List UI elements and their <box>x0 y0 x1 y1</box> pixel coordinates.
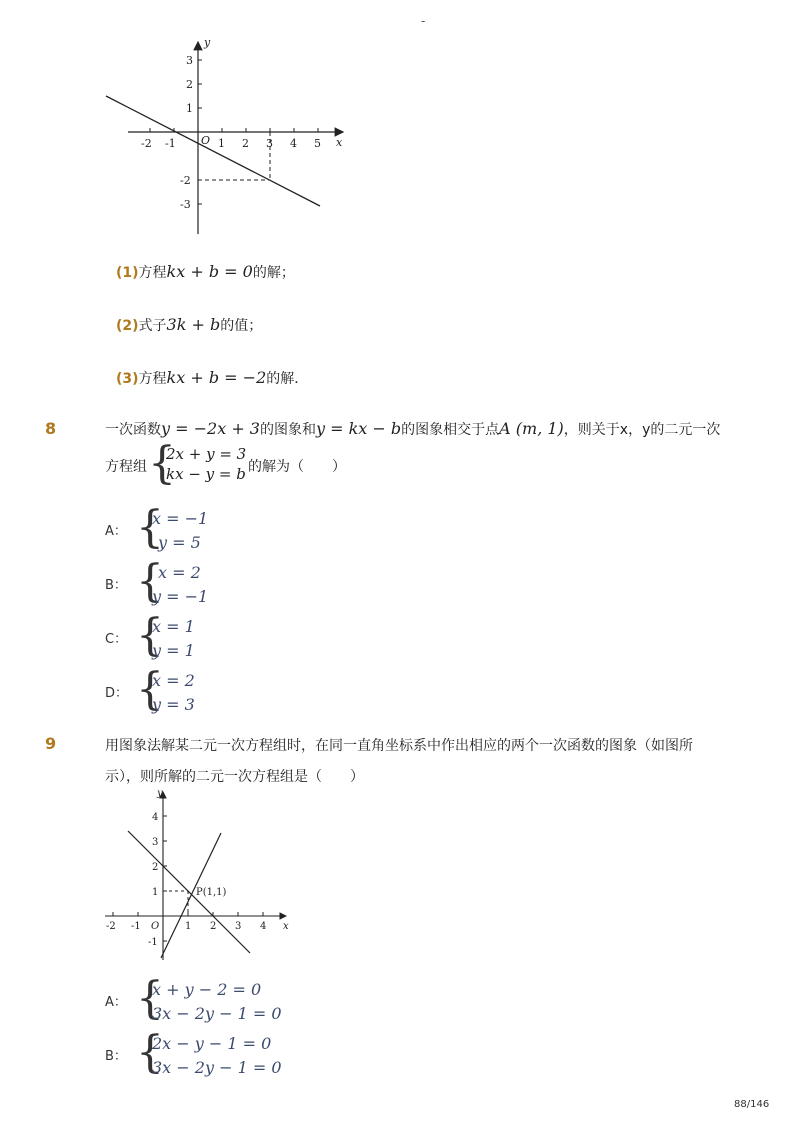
question-number-9: 9 <box>45 734 57 753</box>
x-tick: 4 <box>260 921 267 932</box>
graph-2 <box>100 788 300 968</box>
y-tick: 3 <box>186 54 193 67</box>
y-tick: 1 <box>186 102 193 115</box>
option-d-label[interactable]: D： <box>105 686 129 701</box>
x-tick: 1 <box>185 921 192 932</box>
question-9-line-1: 用图象法解某二元一次方程组时，在同一直角坐标系中作出相应的两个一次函数的图象（如图所 <box>105 738 693 754</box>
x-tick: 4 <box>290 137 297 150</box>
left-brace: { <box>148 438 176 489</box>
sub-question-1: (1)方程kx + b = 0的解； <box>116 262 295 281</box>
x-tick: 2 <box>242 137 249 150</box>
x-tick: 5 <box>314 137 321 150</box>
left-brace: { <box>136 973 164 1024</box>
y-tick: -2 <box>180 174 191 187</box>
option-b-label[interactable]: B： <box>105 578 127 593</box>
y-axis-label: y <box>204 36 211 49</box>
point-label: P(1,1) <box>196 887 227 898</box>
x-tick: -1 <box>131 921 141 932</box>
x-tick: -2 <box>106 921 116 932</box>
left-brace: { <box>136 556 164 607</box>
origin-label: O <box>201 134 211 147</box>
option-c-label[interactable]: C： <box>105 632 128 647</box>
left-brace: { <box>136 1027 164 1078</box>
question-8-system: 2x + y = 3 kx − y = b <box>166 445 247 483</box>
option-b-system[interactable]: 2x − y − 1 = 0 3x − 2y − 1 = 0 <box>152 1034 282 1077</box>
header-mark: - <box>421 14 426 28</box>
left-brace: { <box>136 664 164 715</box>
sub-question-2: (2)式子3k + b的值； <box>116 315 263 334</box>
sub-question-3: (3)方程kx + b = −2的解． <box>116 368 309 387</box>
question-9-line-2: 示），则所解的二元一次方程组是（ ） <box>105 769 364 785</box>
option-b-label[interactable]: B： <box>105 1049 127 1064</box>
option-a-label[interactable]: A： <box>105 995 127 1010</box>
x-tick: 2 <box>210 921 217 932</box>
x-tick: 3 <box>266 137 273 150</box>
x-tick: 1 <box>218 137 225 150</box>
option-a-system[interactable]: x + y − 2 = 0 3x − 2y − 1 = 0 <box>152 980 282 1023</box>
page-number: 88/146 <box>734 1099 770 1110</box>
question-8-line-2-prefix: 方程组 <box>105 459 147 475</box>
x-tick: -2 <box>141 137 152 150</box>
x-tick: 3 <box>235 921 242 932</box>
left-brace: { <box>136 610 164 661</box>
option-c-system[interactable]: x = 1 y = 1 <box>152 617 195 660</box>
y-tick: 1 <box>152 887 159 898</box>
x-tick: -1 <box>165 137 176 150</box>
y-tick: -3 <box>180 198 191 211</box>
question-8-line-1: 一次函数y = −2x + 3的图象和y = kx − b的图象相交于点A (m, 1)，则关于x，y的二元一次 <box>105 419 721 438</box>
option-d-system[interactable]: x = 2 y = 3 <box>152 671 195 714</box>
question-8-line-2-suffix: 的解为（ ） <box>248 459 346 475</box>
y-axis-label: y <box>157 788 163 799</box>
y-tick: 3 <box>152 837 159 848</box>
question-number-8: 8 <box>45 419 57 438</box>
left-brace: { <box>136 502 164 553</box>
x-axis-label: x <box>283 921 289 932</box>
function-line <box>106 96 320 206</box>
y-tick: 2 <box>152 862 159 873</box>
option-a-label[interactable]: A： <box>105 524 127 539</box>
y-tick: 4 <box>152 812 159 823</box>
origin-label: O <box>151 921 160 932</box>
function-line <box>128 831 250 953</box>
y-tick: 2 <box>186 78 193 91</box>
option-b-system[interactable]: x = 2 y = −1 <box>152 563 209 606</box>
x-axis-label: x <box>336 136 343 149</box>
option-a-system[interactable]: x = −1 y = 5 <box>152 509 209 552</box>
graph-1 <box>100 34 360 239</box>
y-tick: -1 <box>148 937 158 948</box>
